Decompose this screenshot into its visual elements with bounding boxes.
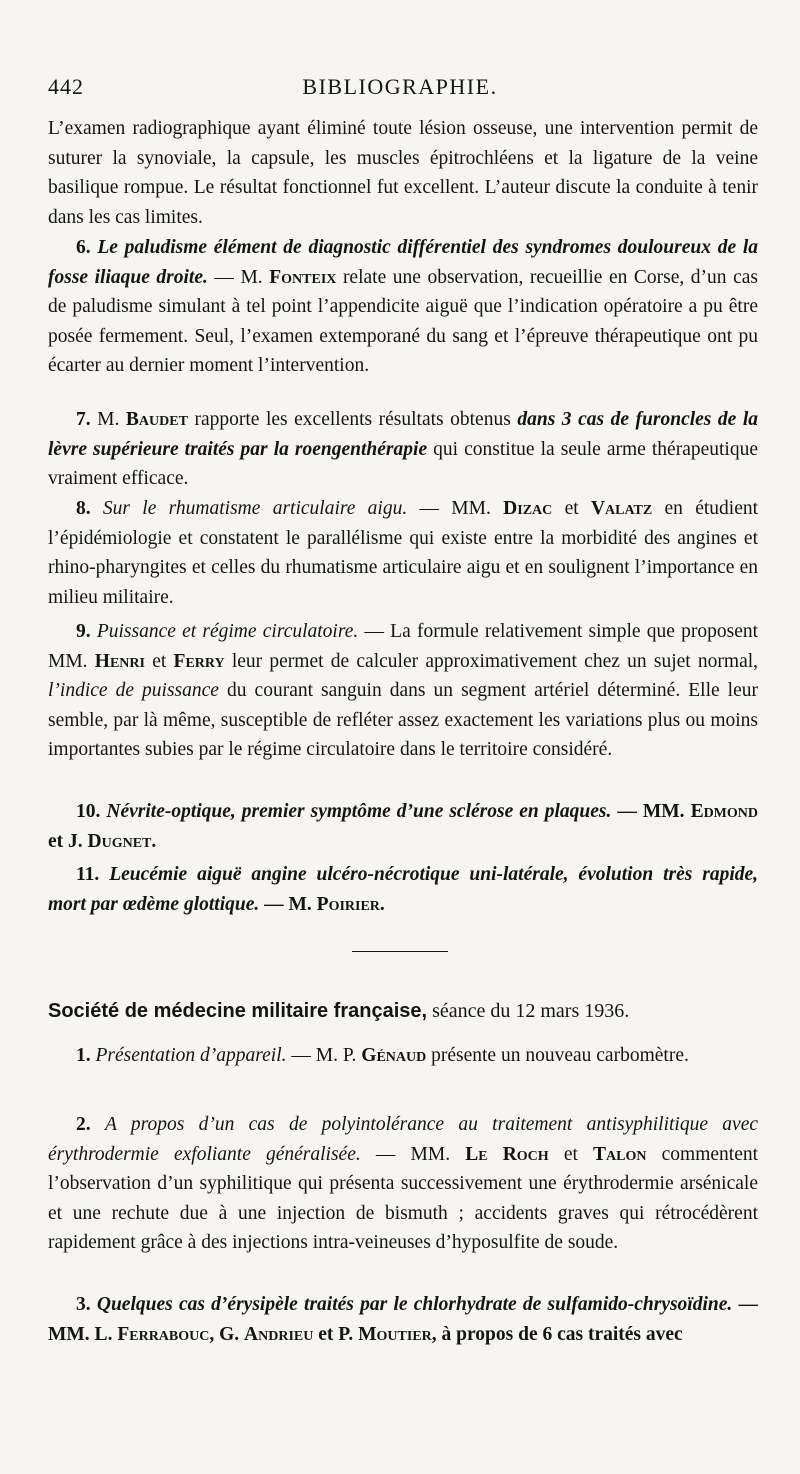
author-conjunction: et P. [318,1323,354,1345]
author-conjunction: et J. [48,830,83,852]
page-number: 442 [48,74,84,99]
item-number: 6. [76,237,91,258]
running-title: BIBLIOGRAPHIE. [302,74,498,99]
author-name-2: Andrieu [244,1323,314,1345]
item-mid: rapporte les excellents résultats obtenus [194,409,511,430]
item-body: en étudient l’épidémiologie et constatent le parallélisme qui existe entre la morbidité des angines et rhino-pharyngites et celles du rhumatisme articulaire aigu et en soulignent l’importance en milieu militaire. [48,498,759,608]
item-body: commentent l’observation d’un syphilitique qui présenta successivement une érythrodermie arsénicale et une rechute due à une injection de bismuth ; accidents graves qui rétrocédèrent rapidement grâce à des injections intra-veineuses d’hyposulfite de soude. [48,1143,759,1253]
item-lead: M. [97,409,120,430]
author-prefix: — MM. [375,1143,451,1165]
item-title: Leucémie aiguë angine ulcéro-nécrotique uni-latérale, évolution très rapide, mort par œdème glottique. [48,864,759,915]
item-title: Puissance et régime circulatoire. [96,621,359,642]
author-name-2: Dugnet. [87,830,157,852]
author-conjunction: et [564,498,579,519]
continuation-paragraph [48,114,758,232]
abstract-item-10 [48,797,758,856]
author-conjunction: et [563,1143,578,1165]
item-number: 2. [76,1114,91,1135]
item-number: 8. [76,498,91,519]
item-pre: — La formule relativement simple que proposent MM. [48,621,759,672]
author-name-1: Edmond [690,801,759,822]
page-header [48,74,752,104]
society-name: Société de médecine militaire française, [48,1000,428,1022]
author-prefix: — MM. L. [48,1294,759,1345]
abstract-item-8 [48,494,758,612]
author-name-2: Valatz [590,498,653,519]
society-item-3 [48,1290,758,1349]
abstract-item-11 [48,860,758,919]
society-item-2 [48,1110,758,1258]
society-heading [48,996,760,1026]
abstract-item-6 [48,233,758,381]
author-name-1: Le Roch [465,1143,549,1165]
author-prefix: — MM. [419,498,491,519]
item-title: Névrite-optique, premier symptôme d’une sclérose en plaques. [106,801,612,822]
author-name: Baudet [125,409,188,430]
author-name-2: Talon [593,1143,647,1165]
item-number: 1. [76,1045,91,1066]
author-name: Fonteix [269,266,337,288]
author-name-3: Moutier, [358,1323,437,1345]
item-number: 7. [76,409,91,430]
section-divider [352,951,448,952]
item-number: 9. [76,621,91,642]
item-title: dans 3 cas de furoncles de la lèvre supérieure traités par la roengenthérapie [48,409,759,460]
item-number: 11. [76,864,100,885]
item-title: Quelques cas d’érysipèle traités par le chlorhydrate de sulfamido-chrysoïdine. [96,1294,733,1315]
item-title: A propos d’un cas de polyintolérance au traitement antisyphilitique avec érythrodermie exfoliante généralisée. [48,1114,759,1165]
author-prefix: — M. P. [291,1045,357,1066]
abstract-item-9 [48,617,758,765]
author-name-1: Henri [94,650,145,672]
author-prefix: — M. [264,893,312,915]
author-prefix: — MM. [617,801,685,822]
item-number: 3. [76,1294,91,1315]
item-title-2: l’indice de puissance [48,680,219,701]
item-body: qui constitue la seule arme thérapeutique vraiment efficace. [48,438,758,489]
author-conjunction: et [152,650,167,672]
item-title: Présentation d’appareil. [95,1045,287,1066]
author-name-2: Ferry [173,650,225,672]
item-body: à propos de 6 cas traités avec [441,1323,683,1345]
item-body: relate une observation, recueillie en Corse, d’un cas de paludisme simulant à tel point l’appendicite aiguë que l’indication opératoire a pu être posée fermement. Seul, l’examen extemporané du sang et l’épreuve thérapeutique ont pu écarter au dernier moment l’intervention. [48,266,758,376]
item-title: Sur le rhumatisme articulaire aigu. [102,498,408,519]
abstract-item-7 [48,405,758,494]
item-body-1: leur permet de calculer approximativement chez un sujet normal, [231,650,759,672]
item-title: Le paludisme élément de diagnostic différentiel des syndromes douloureux de la fosse iliaque droite. [48,237,759,288]
paragraph-text: L’examen radiographique ayant éliminé toute lésion osseuse, une intervention permit de suturer la synoviale, la capsule, les muscles épitrochléens et la ligature de la veine basilique rompue. Le résultat fonctionnel fut excellent. L’auteur discute la conduite à tenir dans les cas limites. [48,118,758,228]
author-separator: G. [219,1323,240,1345]
item-body-2: du courant sanguin dans un segment artériel déterminé. Elle leur semble, par là même, susceptible de refléter assez exactement les variations plus ou moins importantes subies par le régime circulatoire dans le territoire considéré. [48,680,758,760]
item-body: présente un nouveau carbomètre. [431,1045,689,1066]
author-name-1: Ferrabouc, [117,1323,215,1345]
society-item-1 [48,1041,758,1071]
author-name: Poirier. [316,893,385,915]
author-prefix: — M. [214,266,263,288]
session-date: séance du 12 mars 1936. [432,1000,630,1022]
item-number: 10. [76,801,101,822]
author-name-1: Dizac [503,498,553,519]
author-name: Génaud [361,1045,427,1066]
